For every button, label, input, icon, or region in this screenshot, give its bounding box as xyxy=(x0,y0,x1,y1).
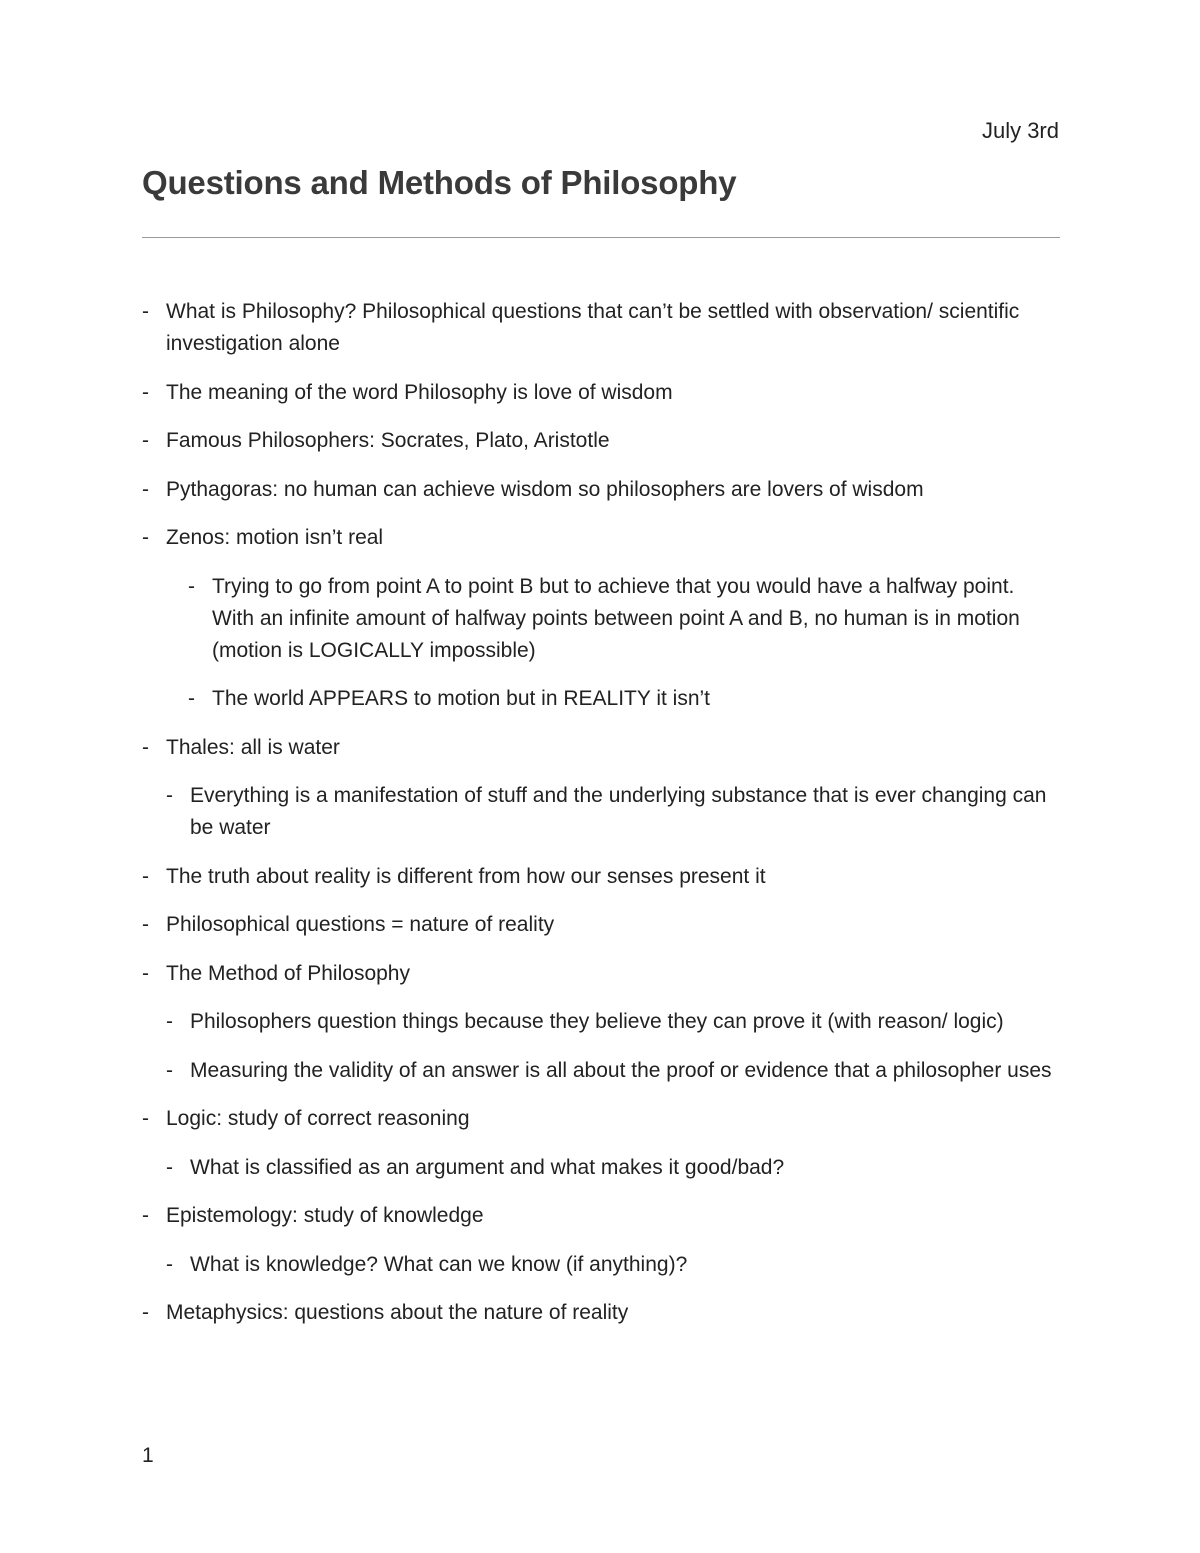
sub-list-item xyxy=(142,571,1060,667)
list-item-text: Thales: all is water xyxy=(166,735,340,759)
list-item-text: Zenos: motion isn’t real xyxy=(166,526,384,549)
bullet-dash: - xyxy=(142,380,149,404)
bullet-dash: - xyxy=(142,429,149,452)
list-item-text: What is knowledge? What can we know (if anything)? xyxy=(190,1252,688,1276)
list-item xyxy=(142,296,1060,360)
list-item-text: Famous Philosophers: Socrates, Plato, Aristotle xyxy=(166,429,610,452)
bullet-dash: - xyxy=(166,1252,173,1276)
list-item-text: Philosophical questions = nature of reality xyxy=(166,913,555,936)
list-item xyxy=(142,1297,1060,1329)
bullet-dash: - xyxy=(142,1107,149,1130)
sub-list-item xyxy=(142,1006,1060,1038)
bullet-dash: - xyxy=(166,784,173,807)
bullet-dash: - xyxy=(142,913,149,936)
notes-list xyxy=(142,296,1060,1346)
bullet-dash: - xyxy=(142,961,149,985)
list-item xyxy=(142,732,1060,764)
page-number: 1 xyxy=(142,1444,154,1467)
bullet-dash: - xyxy=(166,1058,173,1082)
sub-list-item xyxy=(142,1152,1060,1184)
list-item-text: Everything is a manifestation of stuff and the underlying substance that is ever changing can be water xyxy=(190,784,1047,839)
document-date: July 3rd xyxy=(981,118,1059,143)
list-item xyxy=(142,377,1060,409)
list-item-text: Metaphysics: questions about the nature of reality xyxy=(166,1301,629,1324)
list-item-text: Epistemology: study of knowledge xyxy=(166,1204,484,1227)
list-item-text: Logic: study of correct reasoning xyxy=(166,1107,470,1130)
list-item-text: The meaning of the word Philosophy is love of wisdom xyxy=(166,380,673,404)
list-item-text: What is classified as an argument and what makes it good/bad? xyxy=(190,1155,785,1179)
bullet-dash: - xyxy=(166,1010,173,1033)
list-item xyxy=(142,522,1060,554)
bullet-dash: - xyxy=(166,1155,173,1179)
bullet-dash: - xyxy=(188,687,195,710)
list-item-text: The Method of Philosophy xyxy=(166,961,410,985)
list-item-text: The world APPEARS to motion but in REALITY it isn’t xyxy=(212,687,711,710)
sub-list-item xyxy=(142,780,1060,844)
sub-list-item xyxy=(142,1055,1060,1087)
list-item xyxy=(142,958,1060,990)
bullet-dash: - xyxy=(142,1301,149,1324)
title-divider xyxy=(142,237,1060,238)
bullet-dash: - xyxy=(142,300,149,323)
list-item-text: The truth about reality is different from how our senses present it xyxy=(166,864,766,888)
list-item xyxy=(142,1103,1060,1135)
list-item xyxy=(142,1200,1060,1232)
bullet-dash: - xyxy=(188,574,195,598)
list-item xyxy=(142,474,1060,506)
list-item-text: Philosophers question things because they believe they can prove it (with reason/ logic) xyxy=(190,1010,1004,1033)
bullet-dash: - xyxy=(142,477,149,501)
list-item xyxy=(142,425,1060,457)
list-item-text: Measuring the validity of an answer is all about the proof or evidence that a philosopher uses xyxy=(190,1058,1052,1082)
bullet-dash: - xyxy=(142,735,149,759)
bullet-dash: - xyxy=(142,1204,149,1227)
list-item-text: Trying to go from point A to point B but to achieve that you would have a halfway point. With an infinite amount of halfway points between point A and B, no human is in motion (motion is LOGICALLY impossible) xyxy=(212,574,1020,662)
sub-list-item xyxy=(142,1249,1060,1281)
list-item-text: Pythagoras: no human can achieve wisdom so philosophers are lovers of wisdom xyxy=(166,477,924,501)
bullet-dash: - xyxy=(142,864,149,888)
document-title: Questions and Methods of Philosophy xyxy=(142,164,737,201)
list-item xyxy=(142,861,1060,893)
list-item xyxy=(142,909,1060,941)
sub-list-item xyxy=(142,683,1060,715)
list-item-text: What is Philosophy? Philosophical questions that can’t be settled with observation/ scientific investigation alone xyxy=(166,300,1020,355)
bullet-dash: - xyxy=(142,526,149,549)
